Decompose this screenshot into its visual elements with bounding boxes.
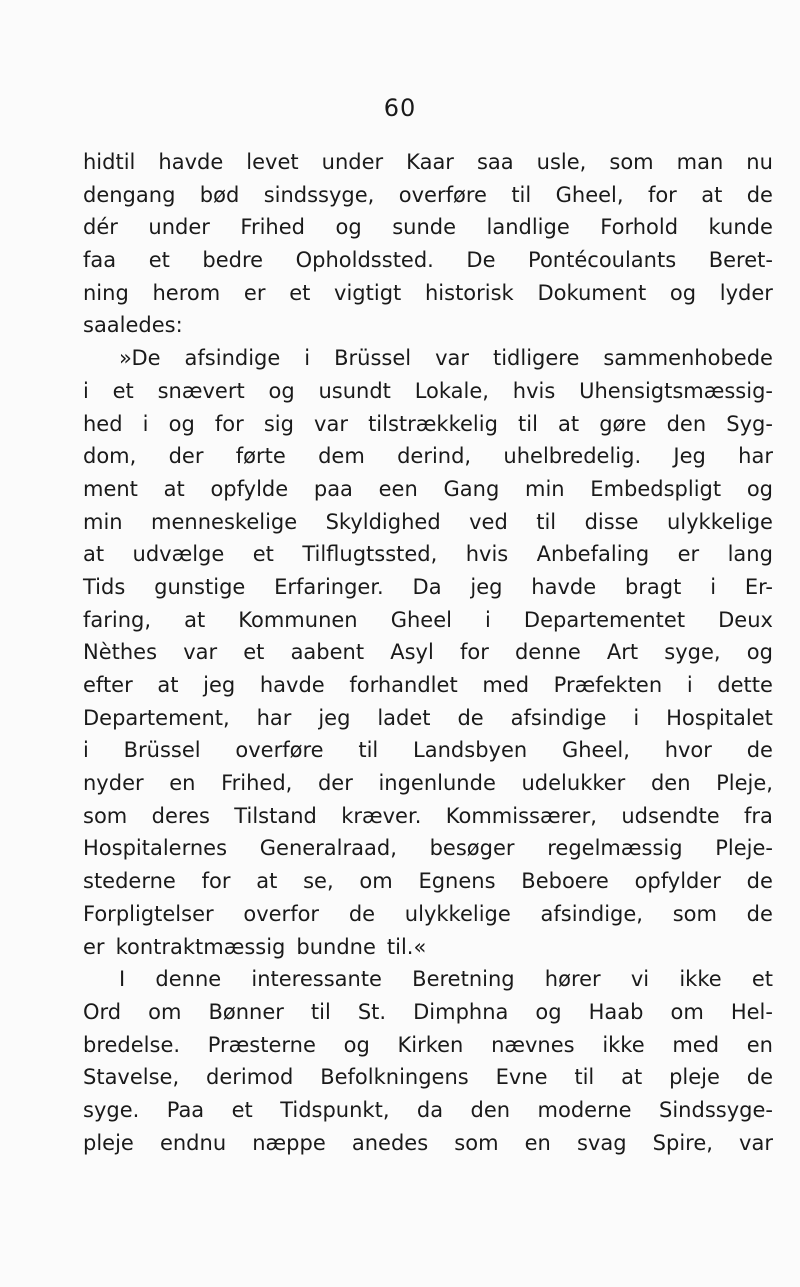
text-line: Forpligtelser overfor de ulykkelige afsindige, som de — [83, 901, 773, 926]
text-line: ment at opfylde paa een Gang min Embedspligt og — [83, 476, 773, 501]
page-number: 60 — [383, 94, 417, 122]
text-line: i Brüssel overføre til Landsbyen Gheel, hvor de — [83, 738, 773, 763]
text-line: dér under Frihed og sunde landlige Forhold kunde — [83, 215, 773, 240]
body-text — [83, 146, 773, 1159]
text-line: stederne for at se, om Egnens Beboere opfylder de — [83, 869, 773, 894]
text-line: hed i og for sig var tilstrækkelig til at gøre den Syg- — [83, 411, 773, 436]
text-line: er kontraktmæssig bundne til.« — [83, 934, 427, 959]
text-line: i et snævert og usundt Lokale, hvis Uhensigtsmæssig- — [83, 378, 773, 403]
text-line: ning herom er et vigtigt historisk Dokument og lyder — [83, 280, 773, 305]
text-line: dengang bød sindssyge, overføre til Gheel, for at de — [83, 182, 773, 207]
text-line: Departement, har jeg ladet de afsindige i Hospitalet — [83, 705, 773, 730]
text-line: at udvælge et Tilflugtssted, hvis Anbefaling er lang — [83, 542, 773, 567]
text-line: Stavelse, derimod Befolkningens Evne til at pleje de — [83, 1065, 773, 1090]
text-line: I denne interessante Beretning hører vi ikke et — [119, 967, 773, 992]
text-line: nyder en Frihed, der ingenlunde udelukker den Pleje, — [83, 771, 773, 796]
text-line: syge. Paa et Tidspunkt, da den moderne Sindssyge- — [83, 1097, 773, 1122]
text-line: som deres Tilstand kræver. Kommissærer, udsendte fra — [83, 803, 773, 828]
text-line: »De afsindige i Brüssel var tidligere sammenhobede — [119, 346, 773, 371]
text-line: faring, at Kommunen Gheel i Departementet Deux — [83, 607, 773, 632]
text-line: bredelse. Præsterne og Kirken nævnes ikke med en — [83, 1032, 773, 1057]
text-line: saaledes: — [83, 313, 183, 338]
text-line: efter at jeg havde forhandlet med Præfekten i dette — [83, 673, 773, 697]
text-line: Tids gunstige Erfaringer. Da jeg havde bragt i Er- — [83, 574, 773, 599]
text-line: Nèthes var et aabent Asyl for denne Art syge, og — [83, 640, 773, 665]
text-line: pleje endnu næppe anedes som en svag Spire, var — [83, 1130, 773, 1155]
text-line: dom, der førte dem derind, uhelbredelig. Jeg har — [83, 444, 773, 469]
text-line: Ord om Bønner til St. Dimphna og Haab om Hel- — [83, 999, 773, 1024]
text-line: Hospitalernes Generalraad, besøger regelmæssig Pleje- — [83, 836, 773, 861]
text-line: hidtil havde levet under Kaar saa usle, som man nu — [83, 150, 773, 174]
text-line: min menneskelige Skyldighed ved til disse ulykkelige — [83, 509, 773, 534]
text-line: faa et bedre Opholdssted. De Pontécoulants Beret- — [83, 248, 773, 273]
